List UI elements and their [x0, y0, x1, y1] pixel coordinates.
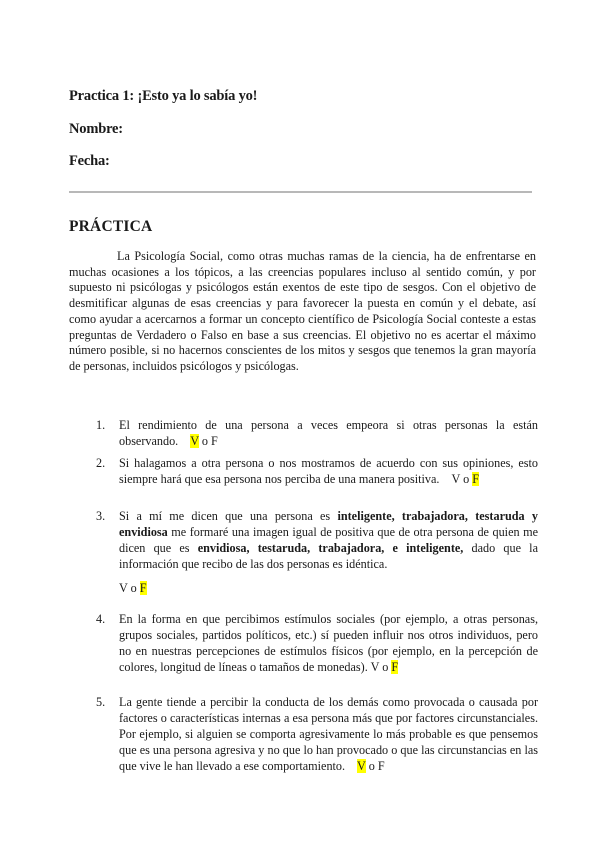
- question-number: 3.: [96, 509, 106, 523]
- question-text: Si halagamos a otra persona o nos mostramos de acuerdo con sus opiniones, esto siempre hará que esa persona nos perciba de una manera positiva.: [119, 456, 538, 486]
- bold-traits-2: envidiosa, testaruda, trabajadora, e inteligente,: [197, 540, 464, 555]
- answer-v-selected[interactable]: V: [190, 433, 199, 448]
- question-1: [96, 418, 538, 450]
- question-number: 4.: [96, 612, 106, 626]
- answer-f-selected[interactable]: F: [391, 659, 399, 674]
- question-4: [96, 612, 538, 676]
- horizontal-divider: [69, 191, 532, 193]
- date-label: Fecha:: [69, 153, 110, 169]
- answer-v[interactable]: V: [451, 471, 461, 486]
- answer-f[interactable]: F: [377, 758, 385, 773]
- name-label: Nombre:: [69, 121, 123, 137]
- question-number: 1.: [96, 418, 106, 432]
- question-3: 3. Si a mí me dicen que una persona es inteligente, trabajadora, testaruda y envidiosa me formaré una imagen igual de positiva que de otra persona de quien me dicen que es envidiosa, testaruda, trabajadora, e inteligente, dado que la información que recibo de las dos personas es idéntica. V o F: [96, 509, 539, 595]
- bold-traits-1: inteligente, trabajadora, testaruda y envidiosa: [119, 509, 539, 539]
- question-text: El rendimiento de una persona a veces empeora si otras personas la están observando.: [119, 418, 538, 448]
- intro-paragraph: La Psicología Social, como otras muchas ramas de la ciencia, ha de enfrentarse en muchas ocasiones a los tópicos, a las creencias populares incluso al sentido común, y por supuesto ni psicólogas y psicólogos están exentos de este tipo de sesgos. Con el objetivo de desmitificar algunas de esas creencias y para favorecer la puesta en común y el debate, así como ayudar a acercarnos a formar un concepto científico de Psicología Social conteste a estas preguntas de Verdadero o Falso en base a sus creencias. El objetivo no es acertar el máximo número posible, si no hacernos conscientes de los mitos y sesgos que tenemos la gran mayoría de personas, incluidos psicólogos y psicólogas.: [69, 249, 536, 373]
- answer-choice: V o F: [357, 758, 385, 773]
- answer-v[interactable]: V: [119, 580, 128, 595]
- question-5: [96, 695, 538, 775]
- answer-f-selected[interactable]: F: [472, 471, 480, 486]
- page-title: Practica 1: ¡Esto ya lo sabía yo!: [69, 88, 258, 104]
- answer-choice: V o F: [190, 433, 218, 448]
- question-text: En la forma en que percibimos estímulos sociales (por ejemplo, a otras personas, grupos sociales, partidos políticos, etc.) sí pueden influir nos otros individuos, pero no en nuestras percepciones de estímulos físicos (por ejemplo, en la percepción de colores, longitud de líneas o tamaños de monedas).: [119, 612, 538, 674]
- answer-f-selected[interactable]: F: [139, 580, 147, 595]
- question-number: 5.: [96, 695, 106, 709]
- answer-f[interactable]: F: [210, 433, 218, 448]
- answer-choice: V o F: [119, 580, 147, 595]
- answer-v[interactable]: V: [370, 659, 380, 674]
- question-text: La gente tiende a percibir la conducta de los demás como provocada o causada por factores o características internas a esa persona más que por factores circunstanciales. Por ejemplo, si alguien se comporta agresivamente lo más probable es que pensemos que es una persona agresiva y no que lo han provocado o que las circunstancias en las que vive le han llevado a ese comportamiento.: [119, 695, 538, 773]
- question-number: 2.: [96, 456, 106, 470]
- question-2: [96, 456, 538, 488]
- answer-v-selected[interactable]: V: [357, 758, 366, 773]
- answer-choice: V o F: [370, 659, 399, 674]
- answer-choice: V o F: [451, 471, 480, 486]
- section-title: PRÁCTICA: [69, 218, 153, 235]
